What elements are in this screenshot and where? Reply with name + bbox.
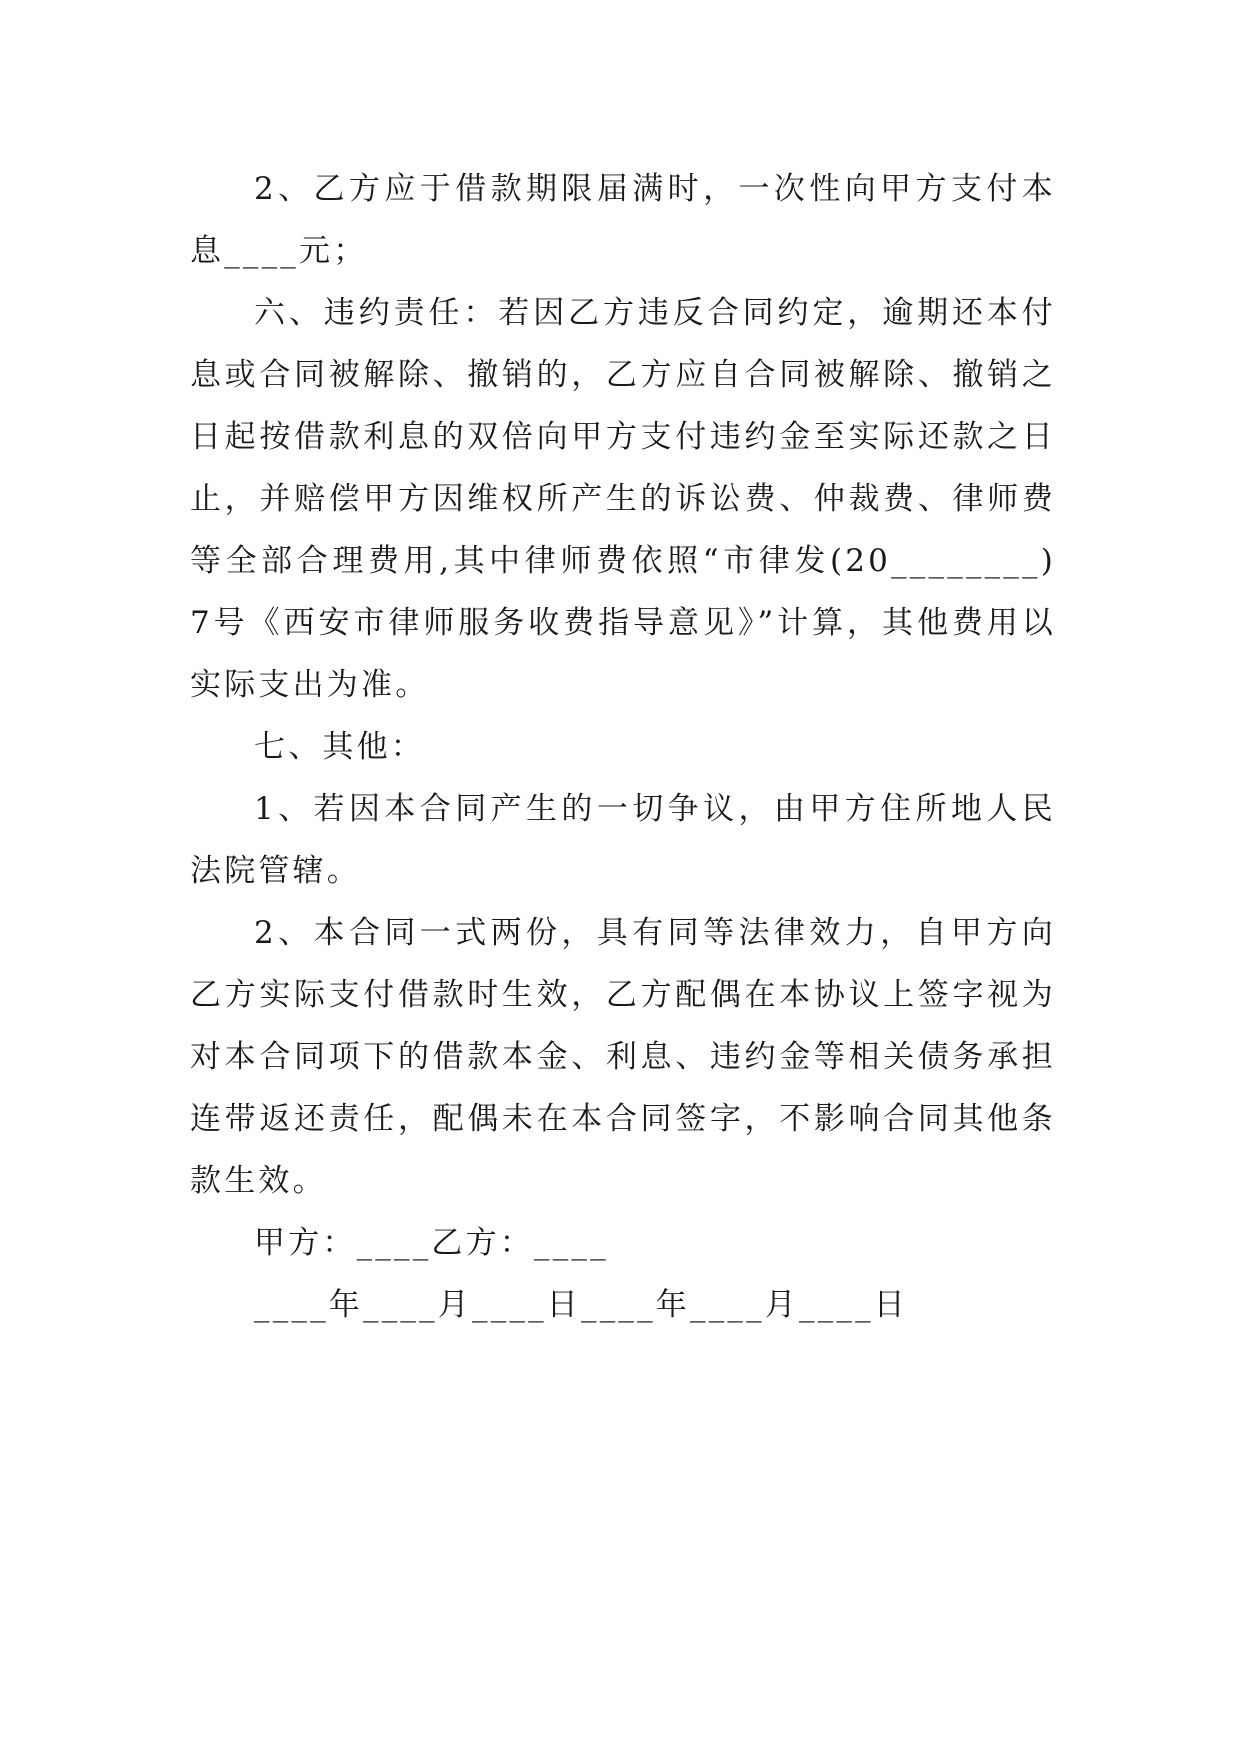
clause-7-item-1: 1、若因本合同产生的一切争议，由甲方住所地人民法院管辖。	[190, 791, 1056, 889]
clause-7-heading: 七、其他：	[254, 729, 425, 765]
signature-parties-line: 甲方：____乙方：____	[254, 1225, 609, 1261]
signature-date-line: ____年____月____日____年____月____日	[254, 1287, 908, 1323]
clause-6-breach-liability: 六、违约责任：若因乙方违反合同约定，逾期还本付息或合同被解除、撤销的，乙方应自合同被解除、撤销之日起按借款利息的双倍向甲方支付违约金至实际还款之日止，并赔偿甲方因维权所产生的诉讼费、仲裁费、律师费等全部合理费用,其中律师费依照“市律发(20________) 7号《西安市律师服务收费指导意见》”计算，其他费用以实际支出为准。	[190, 295, 1056, 703]
clause-5-item-2: 2、乙方应于借款期限届满时，一次性向甲方支付本息____元；	[190, 171, 1056, 269]
document-body	[190, 158, 1056, 1336]
clause-7-item-2: 2、本合同一式两份，具有同等法律效力，自甲方向乙方实际支付借款时生效，乙方配偶在本协议上签字视为对本合同项下的借款本金、利息、违约金等相关债务承担连带返还责任，配偶未在本合同签字，不影响合同其他条款生效。	[190, 915, 1056, 1199]
